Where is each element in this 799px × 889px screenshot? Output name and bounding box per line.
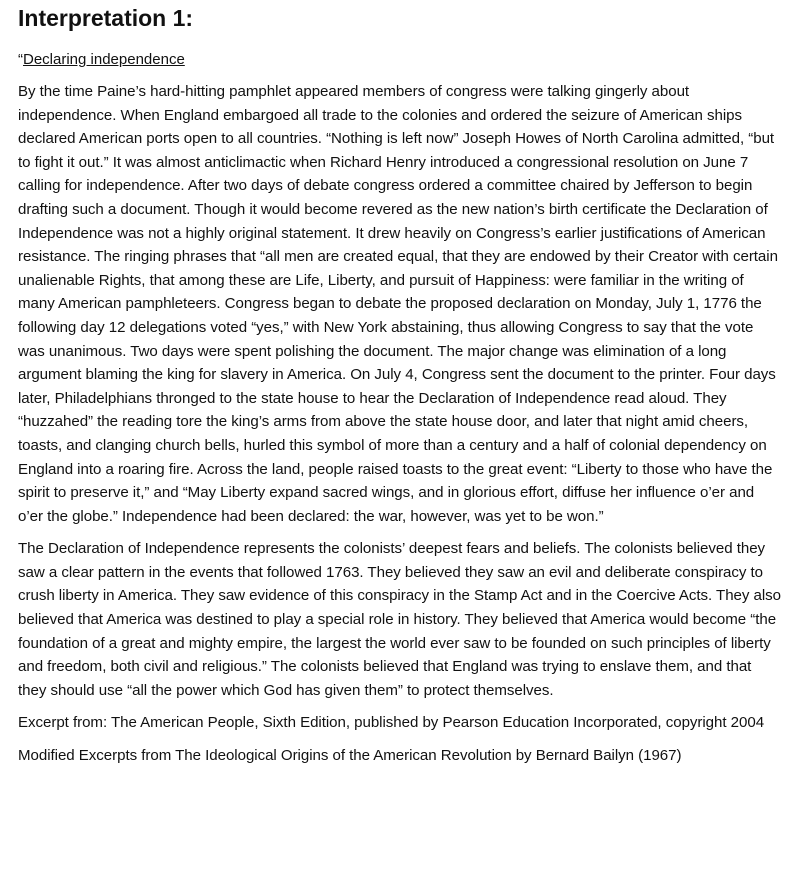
page-title: Interpretation 1: (18, 5, 194, 31)
subtitle-open-quote: “ (18, 51, 23, 68)
citation-american-people: Excerpt from: The American People, Sixth Edition, published by Pearson Education Incorporated, copyright 2004 (18, 714, 765, 732)
paragraph-colonists-beliefs: The Declaration of Independence represents the colonists’ deepest fears and beliefs. The colonists believed they saw a clear pattern in the events that followed 1763. They believed they saw an evil and deliberate conspiracy to crush liberty in America. They saw evidence of this conspiracy in the Stamp Act and in the Coercive Acts. They also believed that America was destined to play a special role in history. They believed that America would become “the foundation of a great and mighty empire, the largest the world ever saw to be founded on such principles of liberty and freedom, both civil and religious.” The colonists believed that England was trying to enslave them, and that they should use “all the power which God has given them” to protect themselves. (18, 540, 782, 699)
subtitle-text: Declaring independence (23, 51, 185, 68)
citation-ideological-origins: Modified Excerpts from The Ideological Origins of the American Revolution by Bernard Bailyn (1967) (18, 747, 682, 765)
paragraph-declaring-independence: By the time Paine’s hard-hitting pamphlet appeared members of congress were talking gingerly about independence. When England embargoed all trade to the colonies and ordered the seizure of American ships declared American ports open to all countries. “Nothing is left now” Joseph Howes of North Carolina admitted, “but to fight it out.” It was almost anticlimactic when Richard Henry introduced a congressional resolution on June 7 calling for independence. After two days of debate congress ordered a committee chaired by Jefferson to begin drafting such a document. Though it would become revered as the new nation’s birth certificate the Declaration of Independence was not a highly original statement. It drew heavily on Congress’s earlier justifications of American resistance. The ringing phrases that “all men are created equal, that they are endowed by their Creator with certain unalienable Rights, that among these are Life, Liberty, and pursuit of Happiness: were familiar in the writing of many American pamphleteers. Congress began to debate the proposed declaration on Monday, July 1, 1776 the following day 12 delegations voted “yes,” with New York abstaining, thus allowing Congress to say that the vote was unanimous. Two days were spent polishing the document. The major change was elimination of a long argument blaming the king for slavery in America. On July 4, Congress sent the document to the printer. Four days later, Philadelphians thronged to the state house to hear the Declaration of Independence read aloud. They “huzzahed” the reading tore the king’s arms from above the state house door, and later that night amid cheers, toasts, and clanging church bells, hurled this symbol of more than a century and a half of colonial dependency on England into a roaring fire. Across the land, people raised toasts to the great event: “Liberty to those who have the spirit to preserve it,” and “May Liberty expand sacred wings, and in glorious effort, diffuse her influence o’er and o’er the globe.” Independence had been declared: the war, however, was yet to be won.” (18, 83, 778, 525)
section-subtitle (18, 50, 781, 70)
document-page (18, 4, 781, 777)
